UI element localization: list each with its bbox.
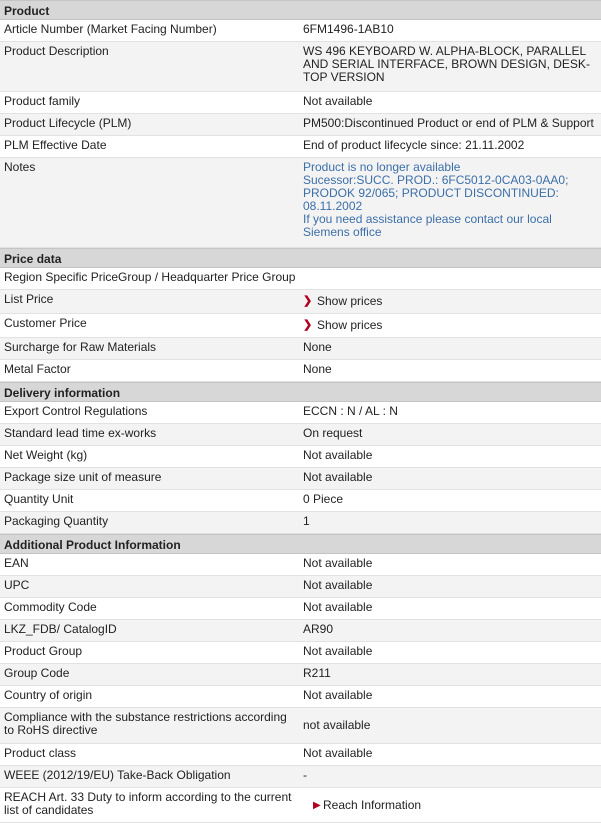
- label-commodity-code: Commodity Code: [4, 600, 97, 614]
- value-customer-price: [300, 314, 601, 337]
- label-export-control: Export Control Regulations: [4, 404, 148, 418]
- row-region-price-group: [0, 268, 601, 290]
- label-list-price: List Price: [4, 292, 54, 306]
- value-product-description: WS 496 KEYBOARD W. ALPHA-BLOCK, PARALLEL AND SERIAL INTERFACE, BROWN DESIGN, DESK-TOP VERSION: [303, 44, 590, 84]
- value-product-family: Not available: [303, 94, 373, 108]
- notes-availability-text: Product is no longer available: [303, 160, 461, 174]
- row-article-number: [0, 20, 601, 42]
- row-product-class: [0, 744, 601, 766]
- label-customer-price: Customer Price: [4, 316, 87, 330]
- row-lead-time: [0, 424, 601, 446]
- label-catalog-id: LKZ_FDB/ CatalogID: [4, 622, 117, 636]
- value-commodity-code: Not available: [303, 600, 373, 614]
- label-product-group: Product Group: [4, 644, 83, 658]
- value-rohs: not available: [303, 718, 371, 732]
- section-header-additional-info: Additional Product Information: [0, 534, 601, 554]
- value-catalog-id: AR90: [303, 622, 334, 636]
- row-reach: [0, 788, 601, 823]
- label-weee: WEEE (2012/19/EU) Take-Back Obligation: [4, 768, 231, 782]
- value-product-class: Not available: [303, 746, 373, 760]
- value-quantity-unit: 0 Piece: [303, 492, 344, 506]
- value-article-number: 6FM1496-1AB10: [303, 22, 394, 36]
- row-product-group: [0, 642, 601, 664]
- value-plm-date: End of product lifecycle since: 21.11.2002: [303, 138, 525, 152]
- row-list-price: [0, 290, 601, 314]
- label-notes: Notes: [4, 160, 36, 174]
- section-header-price-data: Price data: [0, 248, 601, 268]
- label-country-origin: Country of origin: [4, 688, 93, 702]
- notes-successor-text: Sucessor:SUCC. PROD.: 6FC5012-0CA03-0AA0; PRODOK 92/065; PRODUCT DISCONTINUED: 08.11.2002: [303, 173, 569, 213]
- value-upc: Not available: [303, 578, 373, 592]
- section-header-delivery: Delivery information: [0, 382, 601, 402]
- row-commodity-code: [0, 598, 601, 620]
- label-rohs: Compliance with the substance restrictions according to RoHS directive: [4, 710, 287, 737]
- label-region-price-group: Region Specific PriceGroup / Headquarter Price Group: [4, 270, 296, 284]
- row-customer-price: [0, 314, 601, 338]
- value-product-lifecycle: PM500:Discontinued Product or end of PLM & Support: [303, 116, 594, 130]
- row-catalog-id: [0, 620, 601, 642]
- label-product-class: Product class: [4, 746, 77, 760]
- label-reach: REACH Art. 33 Duty to inform according to the current list of candidates: [4, 790, 292, 817]
- value-reach: [300, 788, 601, 822]
- label-package-size: Package size unit of measure: [4, 470, 162, 484]
- value-weee: -: [303, 768, 307, 782]
- triangle-right-icon: ▶: [313, 799, 321, 811]
- row-net-weight: [0, 446, 601, 468]
- label-product-lifecycle: Product Lifecycle (PLM): [4, 116, 132, 130]
- show-prices-link[interactable]: [303, 295, 382, 308]
- chevron-right-icon: ❯: [303, 295, 313, 307]
- value-metal-factor: None: [303, 362, 332, 376]
- value-surcharge: None: [303, 340, 332, 354]
- row-product-lifecycle: [0, 114, 601, 136]
- label-group-code: Group Code: [4, 666, 70, 680]
- label-lead-time: Standard lead time ex-works: [4, 426, 157, 440]
- value-packaging-quantity: 1: [303, 514, 310, 528]
- row-upc: [0, 576, 601, 598]
- row-weee: [0, 766, 601, 788]
- value-country-origin: Not available: [303, 688, 373, 702]
- label-quantity-unit: Quantity Unit: [4, 492, 74, 506]
- row-product-description: [0, 42, 601, 92]
- label-article-number: Article Number (Market Facing Number): [4, 22, 217, 36]
- row-packaging-quantity: [0, 512, 601, 534]
- chevron-right-icon: ❯: [303, 319, 313, 331]
- value-group-code: R211: [303, 666, 331, 680]
- row-product-family: [0, 92, 601, 114]
- value-export-control: ECCN : N / AL : N: [303, 404, 398, 418]
- row-notes: [0, 158, 601, 248]
- label-ean: EAN: [4, 556, 29, 570]
- row-surcharge: [0, 338, 601, 360]
- value-ean: Not available: [303, 556, 373, 570]
- label-product-description: Product Description: [4, 44, 109, 58]
- row-group-code: [0, 664, 601, 686]
- show-customer-prices-label: Show prices: [317, 318, 383, 332]
- row-rohs: [0, 708, 601, 744]
- section-header-product: Product: [0, 0, 601, 20]
- label-plm-date: PLM Effective Date: [4, 138, 107, 152]
- label-net-weight: Net Weight (kg): [4, 448, 88, 462]
- value-product-group: Not available: [303, 644, 373, 658]
- notes-assistance-text: If you need assistance please contact our local Siemens office: [303, 212, 552, 239]
- label-surcharge: Surcharge for Raw Materials: [4, 340, 157, 354]
- value-region-price-group: [400, 268, 601, 289]
- label-upc: UPC: [4, 578, 30, 592]
- row-metal-factor: [0, 360, 601, 382]
- reach-information-link[interactable]: [303, 799, 421, 812]
- value-lead-time: On request: [303, 426, 363, 440]
- value-package-size: Not available: [303, 470, 373, 484]
- reach-information-label: Reach Information: [323, 797, 422, 812]
- row-export-control: [0, 402, 601, 424]
- label-product-family: Product family: [4, 94, 81, 108]
- row-plm-date: [0, 136, 601, 158]
- value-notes: [300, 158, 601, 247]
- label-packaging-quantity: Packaging Quantity: [4, 514, 109, 528]
- value-net-weight: Not available: [303, 448, 373, 462]
- row-package-size: [0, 468, 601, 490]
- show-prices-label: Show prices: [317, 294, 383, 308]
- label-metal-factor: Metal Factor: [4, 362, 71, 376]
- value-list-price: [300, 290, 601, 313]
- show-customer-prices-link[interactable]: [303, 319, 382, 332]
- row-quantity-unit: [0, 490, 601, 512]
- row-country-origin: [0, 686, 601, 708]
- row-ean: [0, 554, 601, 576]
